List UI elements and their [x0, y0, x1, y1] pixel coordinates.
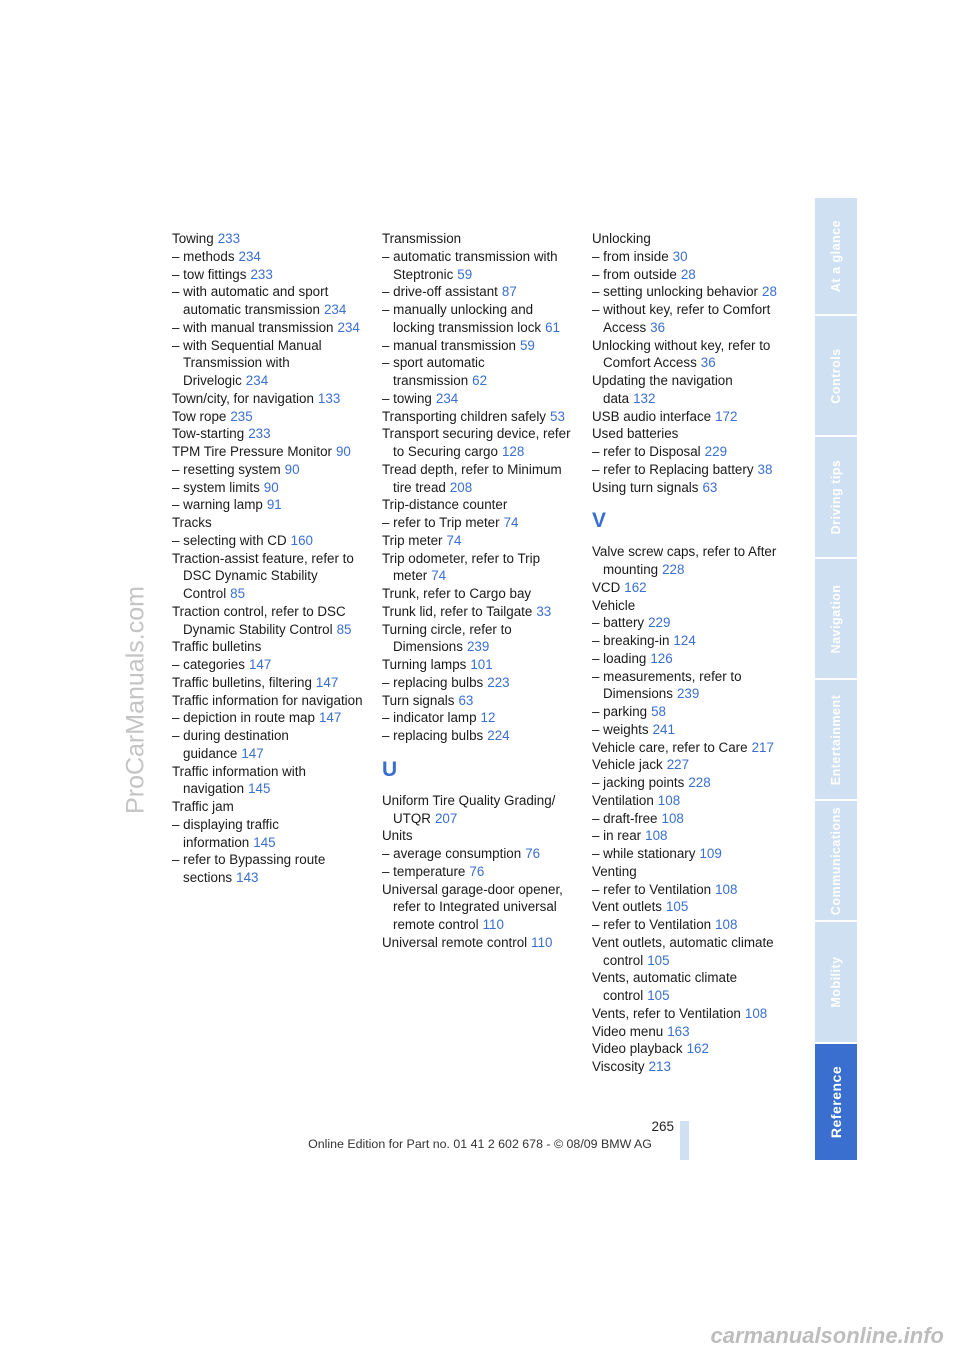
- index-entry: [382, 461, 577, 497]
- page-link[interactable]: 61: [545, 319, 561, 335]
- section-tab-navigation[interactable]: [815, 559, 857, 680]
- index-entry: [382, 230, 577, 248]
- index-entry: [592, 614, 787, 632]
- entry-text: Transmission: [382, 231, 462, 246]
- page-link[interactable]: 109: [699, 846, 722, 861]
- page-link[interactable]: 74: [503, 515, 519, 530]
- page-link[interactable]: 90: [263, 479, 279, 495]
- index-entry: [592, 827, 787, 845]
- entry-text: – manual transmission: [382, 337, 516, 353]
- page-link[interactable]: 108: [715, 881, 738, 897]
- page-link[interactable]: 233: [248, 426, 271, 442]
- entry-text: – tow fittings: [172, 266, 247, 282]
- page-link[interactable]: 143: [236, 870, 259, 885]
- page-link[interactable]: 223: [487, 674, 510, 690]
- entry-text: Traffic information for navigation: [172, 692, 363, 708]
- index-entry: [592, 579, 787, 597]
- page-link[interactable]: 133: [317, 390, 341, 406]
- entry-text: Tread depth, refer to Minimum tire tread: [382, 461, 562, 495]
- page-link[interactable]: 108: [661, 810, 684, 826]
- index-entry: [382, 674, 577, 692]
- entry-text: – with automatic and sport automatic transmission: [172, 284, 329, 317]
- entry-text: – refer to Ventilation: [592, 881, 712, 897]
- page-link[interactable]: 105: [665, 899, 689, 915]
- page-link[interactable]: 228: [662, 562, 685, 577]
- index-entry: [592, 479, 787, 497]
- index-entry: [172, 638, 367, 656]
- entry-text: Video menu: [592, 1023, 664, 1039]
- page-link[interactable]: 108: [645, 828, 668, 844]
- entry-text: – indicator lamp: [382, 710, 477, 726]
- page-link[interactable]: 74: [446, 532, 462, 548]
- entry-text: Turning circle, refer to Dimensions: [382, 621, 512, 655]
- index-entry: [382, 727, 577, 745]
- index-entry: [172, 709, 367, 727]
- section-tab-label: Controls: [829, 347, 843, 404]
- entry-text: USB audio interface: [592, 408, 712, 424]
- index-entry: [592, 703, 787, 721]
- entry-text: – average consumption: [382, 846, 522, 861]
- index-entry: [592, 969, 787, 1005]
- index-entry: [382, 709, 577, 727]
- entry-text: – weights: [592, 721, 649, 737]
- page-link[interactable]: 229: [704, 444, 728, 459]
- index-entry: [592, 845, 787, 863]
- index-entry: [592, 721, 787, 739]
- page-link[interactable]: 90: [284, 461, 300, 477]
- index-entry: [172, 816, 367, 852]
- index-entry: [382, 337, 577, 355]
- page-link[interactable]: 224: [487, 728, 510, 743]
- index-entry: [172, 550, 367, 603]
- index-entry: [382, 585, 577, 603]
- entry-text: – with Sequential Manual Transmission with Drivelogic: [172, 337, 322, 388]
- page-link[interactable]: 105: [647, 988, 670, 1003]
- entry-text: Units: [382, 828, 413, 844]
- entry-text: Vent outlets: [592, 899, 662, 915]
- page-link[interactable]: 239: [676, 686, 700, 702]
- entry-text: Viscosity: [592, 1059, 645, 1074]
- index-entry: [382, 550, 577, 586]
- index-entry: [592, 1005, 787, 1023]
- entry-text: – setting unlocking behavior: [592, 284, 759, 300]
- index-entry: [592, 230, 787, 248]
- entry-text: – in rear: [592, 828, 642, 844]
- page-link[interactable]: 124: [673, 633, 696, 648]
- index-entry: [592, 774, 787, 792]
- index-entry: [592, 668, 787, 704]
- index-entry: [592, 425, 787, 443]
- entry-text: Updating the navigation data: [592, 373, 733, 406]
- entry-text: – with manual transmission: [172, 319, 334, 335]
- entry-text: Trip odometer, refer to Trip meter: [382, 550, 541, 584]
- entry-text: – drive-off assistant: [382, 284, 498, 300]
- index-entry: [382, 692, 577, 710]
- entry-text: Transport securing device, refer to Securing cargo: [382, 426, 571, 459]
- index-entry: [172, 425, 367, 443]
- page-link[interactable]: 172: [715, 408, 738, 424]
- entry-text: Traffic jam: [172, 799, 234, 814]
- page-link[interactable]: 63: [458, 692, 474, 708]
- page-link[interactable]: 208: [449, 479, 473, 495]
- section-letter: V: [592, 509, 607, 533]
- index-entry: [172, 248, 367, 266]
- section-tab-label: Navigation: [829, 584, 843, 653]
- entry-text: – without key, refer to Comfort Access: [592, 302, 771, 335]
- entry-text: – replacing bulbs: [382, 728, 484, 743]
- index-entry: [382, 621, 577, 657]
- page-link[interactable]: 162: [686, 1041, 709, 1057]
- bottom-watermark: carmanualsonline.info: [710, 1323, 944, 1348]
- entry-text: Universal garage-door opener, refer to Integrated universal remote control: [382, 881, 563, 932]
- section-tab-label: At a glance: [829, 219, 843, 293]
- entry-text: – methods: [172, 248, 235, 264]
- index-entry: [592, 408, 787, 426]
- index-entry: [592, 372, 787, 408]
- index-entry: [172, 851, 367, 887]
- index-entry: [172, 479, 367, 497]
- page-link[interactable]: 108: [715, 917, 738, 932]
- entry-text: – manually unlocking and locking transmission lock: [382, 302, 542, 335]
- index-entry: [172, 656, 367, 674]
- section-tab-communications[interactable]: [815, 801, 857, 922]
- entry-text: Ventilation: [592, 792, 654, 808]
- page-link[interactable]: 63: [702, 479, 718, 495]
- entry-text: – battery: [592, 615, 645, 631]
- page-link[interactable]: 160: [290, 532, 313, 548]
- page-link[interactable]: 108: [744, 1005, 768, 1021]
- section-tab-driving-tips[interactable]: [815, 437, 857, 559]
- index-entry: [172, 532, 367, 550]
- index-column-3: [592, 230, 787, 1076]
- index-entry: [592, 266, 787, 284]
- index-entry: [382, 496, 577, 514]
- index-entry: [382, 792, 577, 828]
- entry-text: Traffic bulletins: [172, 639, 262, 655]
- entry-text: – while stationary: [592, 846, 696, 861]
- index-entry: [172, 408, 367, 426]
- index-column-2: [382, 230, 577, 952]
- entry-text: Using turn signals: [592, 479, 699, 495]
- entry-text: Vehicle jack: [592, 757, 663, 773]
- index-entry: [592, 461, 787, 479]
- page-link[interactable]: 147: [248, 657, 272, 672]
- entry-text: Traction control, refer to DSC Dynamic Stability Control: [172, 603, 346, 637]
- index-entry: [382, 514, 577, 532]
- entry-text: Towing: [172, 231, 214, 246]
- side-watermark: ProCarManuals.com: [121, 586, 150, 814]
- index-entry: [592, 301, 787, 337]
- entry-text: Vent outlets, automatic climate control: [592, 934, 774, 968]
- entry-text: Valve screw caps, refer to After mounting: [592, 544, 777, 577]
- index-entry: [382, 603, 577, 621]
- page-link[interactable]: 234: [245, 373, 269, 388]
- entry-text: – refer to Replacing battery: [592, 461, 754, 477]
- page-link[interactable]: 36: [700, 355, 716, 371]
- entry-text: Video playback: [592, 1041, 683, 1057]
- page-link[interactable]: 33: [536, 603, 552, 619]
- entry-text: Vehicle: [592, 597, 636, 613]
- section-tab-entertainment[interactable]: [815, 680, 857, 801]
- page-link[interactable]: 147: [315, 674, 339, 690]
- index-entry: [382, 934, 577, 952]
- page-link[interactable]: 213: [648, 1059, 671, 1074]
- entry-text: Turn signals: [382, 692, 455, 708]
- entry-text: Traction-assist feature, refer to DSC Dynamic Stability Control: [172, 550, 354, 601]
- entry-text: TPM Tire Pressure Monitor: [172, 444, 332, 459]
- index-entry: [172, 390, 367, 408]
- index-entry: [592, 1058, 787, 1076]
- index-entry: [172, 514, 367, 532]
- page-link[interactable]: 241: [652, 721, 675, 737]
- page-number: 265: [651, 1119, 674, 1134]
- index-entry: [592, 543, 787, 579]
- index-entry: [382, 408, 577, 426]
- index-entry: [172, 319, 367, 337]
- page-link[interactable]: 101: [470, 657, 493, 672]
- page-link[interactable]: 126: [650, 650, 673, 666]
- page-link[interactable]: 110: [531, 934, 553, 950]
- page-link[interactable]: 132: [633, 390, 656, 406]
- index-entry: [592, 810, 787, 828]
- page-link[interactable]: 74: [431, 568, 447, 584]
- page-link[interactable]: 145: [253, 834, 276, 850]
- index-entry: [382, 354, 577, 390]
- index-entry: [592, 756, 787, 774]
- page-link[interactable]: 28: [762, 284, 777, 300]
- section-tab-label: Mobility: [829, 956, 843, 1008]
- section-letter: U: [382, 757, 398, 781]
- index-entry: [172, 283, 367, 319]
- index-entry: [172, 337, 367, 390]
- page-link[interactable]: 53: [550, 408, 565, 424]
- index-entry: [592, 443, 787, 461]
- index-entry: [172, 727, 367, 763]
- index-entry: [382, 845, 577, 863]
- index-entry: [592, 337, 787, 373]
- entry-text: – warning lamp: [172, 497, 263, 513]
- page-link[interactable]: 85: [336, 621, 352, 637]
- page-link[interactable]: 207: [434, 810, 458, 826]
- index-entry: [382, 827, 577, 845]
- page-link[interactable]: 233: [217, 231, 241, 246]
- entry-text: Uniform Tire Quality Grading/ UTQR: [382, 792, 556, 826]
- index-entry: [382, 532, 577, 550]
- entry-text: Transporting children safely: [382, 408, 546, 424]
- entry-text: – categories: [172, 657, 245, 672]
- index-entry: [382, 656, 577, 674]
- page-link[interactable]: 234: [435, 390, 459, 406]
- index-entry: [592, 283, 787, 301]
- index-entry: [172, 692, 367, 710]
- entry-text: Vents, refer to Ventilation: [592, 1005, 741, 1021]
- index-entry: [592, 881, 787, 899]
- entry-text: – sport automatic transmission: [382, 355, 485, 388]
- page-link[interactable]: 12: [480, 710, 496, 726]
- page-link[interactable]: 147: [318, 710, 342, 726]
- index-column-1: [172, 230, 367, 887]
- page-link[interactable]: 234: [337, 319, 360, 335]
- index-entry: [172, 763, 367, 799]
- page-link[interactable]: 90: [335, 444, 351, 459]
- entry-text: – towing: [382, 390, 432, 406]
- page-link[interactable]: 85: [230, 586, 246, 601]
- index-entry: [592, 1023, 787, 1041]
- index-entry: [382, 301, 577, 337]
- entry-text: – jacking points: [592, 775, 685, 790]
- entry-text: – refer to Ventilation: [592, 917, 712, 932]
- entry-text: Town/city, for navigation: [172, 390, 314, 406]
- index-entry: [382, 248, 577, 284]
- entry-text: – from inside: [592, 248, 669, 264]
- entry-text: – loading: [592, 650, 647, 666]
- index-entry: [382, 425, 577, 461]
- entry-text: – draft-free: [592, 810, 658, 826]
- entry-text: – during destination guidance: [172, 728, 289, 761]
- index-entry: [592, 632, 787, 650]
- index-entry: [172, 461, 367, 479]
- entry-text: Turning lamps: [382, 657, 467, 672]
- entry-text: Used batteries: [592, 426, 679, 442]
- entry-text: Tow rope: [172, 408, 227, 424]
- entry-text: Unlocking without key, refer to Comfort Access: [592, 337, 771, 371]
- entry-text: Tow-starting: [172, 426, 245, 442]
- entry-text: – automatic transmission with Steptronic: [382, 248, 558, 282]
- page-link[interactable]: 233: [250, 266, 273, 282]
- page-link[interactable]: 62: [472, 373, 488, 388]
- entry-text: – resetting system: [172, 461, 281, 477]
- page-link[interactable]: 58: [651, 704, 666, 719]
- index-entry: [172, 266, 367, 284]
- page-link[interactable]: 76: [469, 863, 485, 879]
- entry-text: Trip-distance counter: [382, 497, 508, 513]
- entry-text: Trunk lid, refer to Tailgate: [382, 603, 533, 619]
- index-entry: [382, 881, 577, 934]
- page-link[interactable]: 228: [688, 775, 711, 790]
- entry-text: Tracks: [172, 515, 212, 530]
- entry-text: Vehicle care, refer to Care: [592, 739, 748, 755]
- index-entry: [592, 863, 787, 881]
- page-link[interactable]: 59: [457, 266, 473, 282]
- page-link[interactable]: 128: [501, 444, 525, 459]
- index-entry: [172, 496, 367, 514]
- page-link[interactable]: 91: [266, 497, 282, 513]
- page-link[interactable]: 234: [238, 248, 261, 264]
- page-link[interactable]: 108: [657, 792, 681, 808]
- page-link[interactable]: 76: [525, 846, 541, 861]
- index-entry: [382, 390, 577, 408]
- section-tab-label: Entertainment: [829, 694, 843, 785]
- entry-text: – temperature: [382, 863, 466, 879]
- entry-text: – replacing bulbs: [382, 674, 484, 690]
- entry-text: – breaking-in: [592, 633, 670, 648]
- index-entry: [592, 248, 787, 266]
- entry-text: Unlocking: [592, 231, 651, 246]
- page-link[interactable]: 87: [501, 284, 517, 300]
- entry-text: – depiction in route map: [172, 710, 315, 726]
- page-link[interactable]: 217: [751, 739, 774, 755]
- entry-text: VCD: [592, 579, 621, 595]
- entry-text: Universal remote control: [382, 934, 528, 950]
- page-link[interactable]: 239: [466, 639, 490, 655]
- index-entry: [172, 603, 367, 639]
- page-link[interactable]: 163: [667, 1023, 690, 1039]
- entry-text: – parking: [592, 704, 648, 719]
- page-link[interactable]: 36: [650, 319, 666, 335]
- section-tab-label: Reference: [828, 1065, 844, 1139]
- page-link[interactable]: 162: [624, 579, 647, 595]
- page-link[interactable]: 235: [230, 408, 253, 424]
- entry-text: Venting: [592, 863, 637, 879]
- entry-text: Vents, automatic climate control: [592, 970, 738, 1003]
- entry-text: – system limits: [172, 479, 260, 495]
- index-entry: [592, 650, 787, 668]
- page-link[interactable]: 30: [672, 248, 688, 264]
- entry-text: – selecting with CD: [172, 532, 287, 548]
- page-link[interactable]: 38: [757, 461, 773, 477]
- entry-text: – refer to Disposal: [592, 444, 701, 459]
- index-entry: [592, 597, 787, 615]
- page-link[interactable]: 147: [241, 745, 264, 761]
- entry-text: Trip meter: [382, 532, 443, 548]
- entry-text: – displaying traffic information: [172, 816, 279, 850]
- index-entry: [592, 739, 787, 757]
- page-link[interactable]: 110: [482, 917, 504, 932]
- footer-text: Online Edition for Part no. 01 41 2 602 678 - © 08/09 BMW AG: [308, 1137, 652, 1151]
- entry-text: Traffic information with navigation: [172, 763, 306, 797]
- page-link[interactable]: 229: [648, 615, 671, 631]
- page-link[interactable]: 28: [680, 266, 696, 282]
- index-entry: [172, 674, 367, 692]
- entry-text: – refer to Trip meter: [382, 515, 500, 530]
- section-tab-mobility[interactable]: [815, 922, 857, 1044]
- index-entry: [382, 283, 577, 301]
- page-link[interactable]: 234: [323, 302, 347, 317]
- page-link[interactable]: 105: [647, 952, 670, 968]
- entry-text: Traffic bulletins, filtering: [172, 674, 312, 690]
- index-entry: [172, 230, 367, 248]
- page-link[interactable]: 227: [666, 757, 690, 773]
- index-entry: [592, 898, 787, 916]
- page-link[interactable]: 59: [519, 337, 535, 353]
- section-tabs: [815, 198, 857, 1162]
- index-entry: [592, 1040, 787, 1058]
- section-tab-label: Communications: [829, 806, 843, 915]
- section-tab-label: Driving tips: [829, 459, 843, 535]
- index-entry: [172, 798, 367, 816]
- section-tab-at-a-glance[interactable]: [815, 198, 857, 316]
- page-link[interactable]: 145: [248, 781, 271, 797]
- index-entry: [592, 916, 787, 934]
- entry-text: – from outside: [592, 266, 677, 282]
- index-entry: [382, 863, 577, 881]
- entry-text: – measurements, refer to Dimensions: [592, 668, 742, 702]
- index-entry: [592, 792, 787, 810]
- index-entry: [592, 934, 787, 970]
- entry-text: – refer to Bypassing route sections: [172, 852, 326, 885]
- index-entry: [172, 443, 367, 461]
- section-tab-controls[interactable]: [815, 316, 857, 437]
- entry-text: Trunk, refer to Cargo bay: [382, 586, 532, 601]
